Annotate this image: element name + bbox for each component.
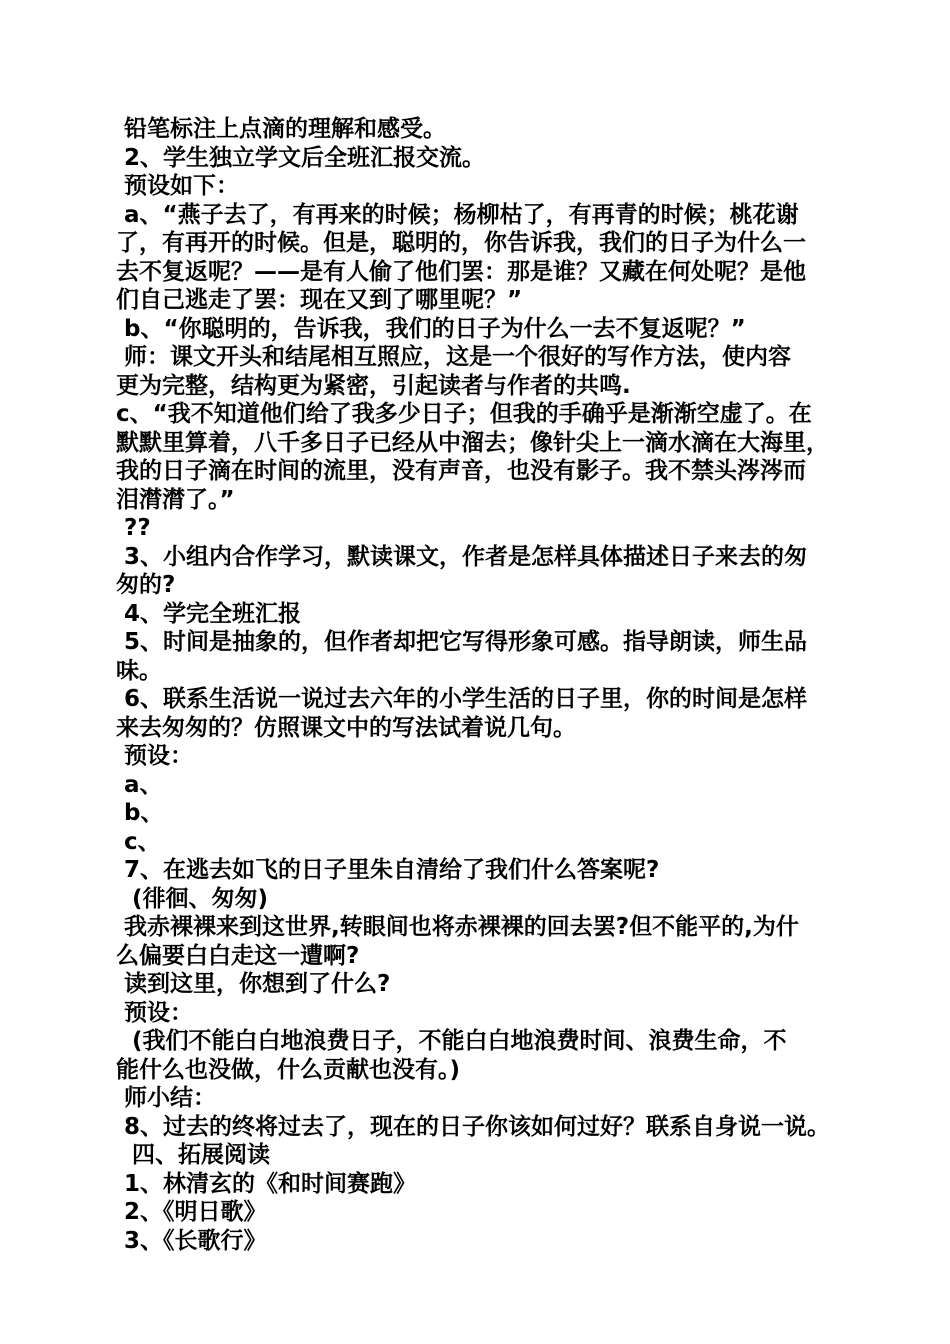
text-line: 3、小组内合作学习，默读课文，作者是怎样具体描述日子来去的匆 [116,543,808,570]
text-line: ?? [116,515,151,541]
text-line: 铅笔标注上点滴的理解和感受。 [116,116,447,142]
text-line: 预设： [116,999,194,1026]
text-line: b、“你聪明的，告诉我，我们的日子为什么一去不复返呢？” [116,315,746,342]
text-line: 3、《长歌行》 [116,1227,267,1254]
text-line: 味。 [116,657,162,684]
text-line: 默默里算着，八千多日子已经从中溜去；像针尖上一滴水滴在大海里， [116,429,829,456]
text-line: (我们不能白白地浪费日子，不能白白地浪费时间、浪费生命，不 [116,1028,787,1054]
text-line: 们自己逃走了罢：现在又到了哪里呢？” [116,287,523,313]
text-line: c、 [116,828,161,855]
text-line: 2、《明日歌》 [116,1199,267,1225]
text-line: c、“我不知道他们给了我多少日子；但我的手确乎是渐渐空虚了。在 [116,401,812,427]
text-line: b、 [116,800,164,826]
document-body [116,115,856,1255]
text-line: 能什么也没做，什么贡献也没有。) [116,1056,461,1083]
text-line: 师：课文开头和结尾相互照应，这是一个很好的写作方法，使内容 [116,344,792,370]
text-line: 预设： [116,743,194,769]
text-line: 师小结： [116,1085,217,1111]
text-line: 泪潸潸了。” [116,486,235,513]
text-line: 1、林清玄的《和时间赛跑》 [116,1170,417,1197]
text-line: 了，有再开的时候。但是，聪明的，你告诉我，我们的日子为什么一 [116,230,806,256]
text-line: 读到这里，你想到了什么? [116,971,391,997]
text-line: 4、学完全班汇报 [116,600,302,627]
text-line: 我的日子滴在时间的流里，没有声音，也没有影子。我不禁头涔涔而 [116,458,806,484]
text-line: 5、时间是抽象的，但作者却把它写得形象可感。指导朗读，师生品 [116,629,808,655]
text-line: 匆的? [116,572,176,598]
text-line: 我赤裸裸来到这世界,转眼间也将赤裸裸的回去罢?但不能平的,为什 [116,914,799,940]
text-line: 7、在逃去如飞的日子里朱自清给了我们什么答案呢? [116,857,660,883]
text-line: 来去匆匆的？仿照课文中的写法试着说几句。 [116,714,576,741]
text-line: 更为完整，结构更为紧密，引起读者与作者的共鸣. [116,372,631,399]
text-line: (徘徊、匆匆) [116,885,269,912]
text-line: 四、拓展阅读 [116,1142,271,1168]
text-line: 2、学生独立学文后全班汇报交流。 [116,144,486,171]
text-line: a、“燕子去了，有再来的时候；杨柳枯了，有再青的时候；桃花谢 [116,201,799,228]
text-line: 去不复返呢？——是有人偷了他们罢：那是谁？又藏在何处呢？是他 [116,258,806,285]
text-line: 预设如下： [116,173,240,199]
text-line: a、 [116,771,163,798]
text-line: 6、联系生活说一说过去六年的小学生活的日子里，你的时间是怎样 [116,686,808,712]
text-line: 8、过去的终将过去了，现在的日子你该如何过好？联系自身说一说。 [116,1113,831,1140]
text-line: 么偏要白白走这一遭啊? [116,942,360,969]
